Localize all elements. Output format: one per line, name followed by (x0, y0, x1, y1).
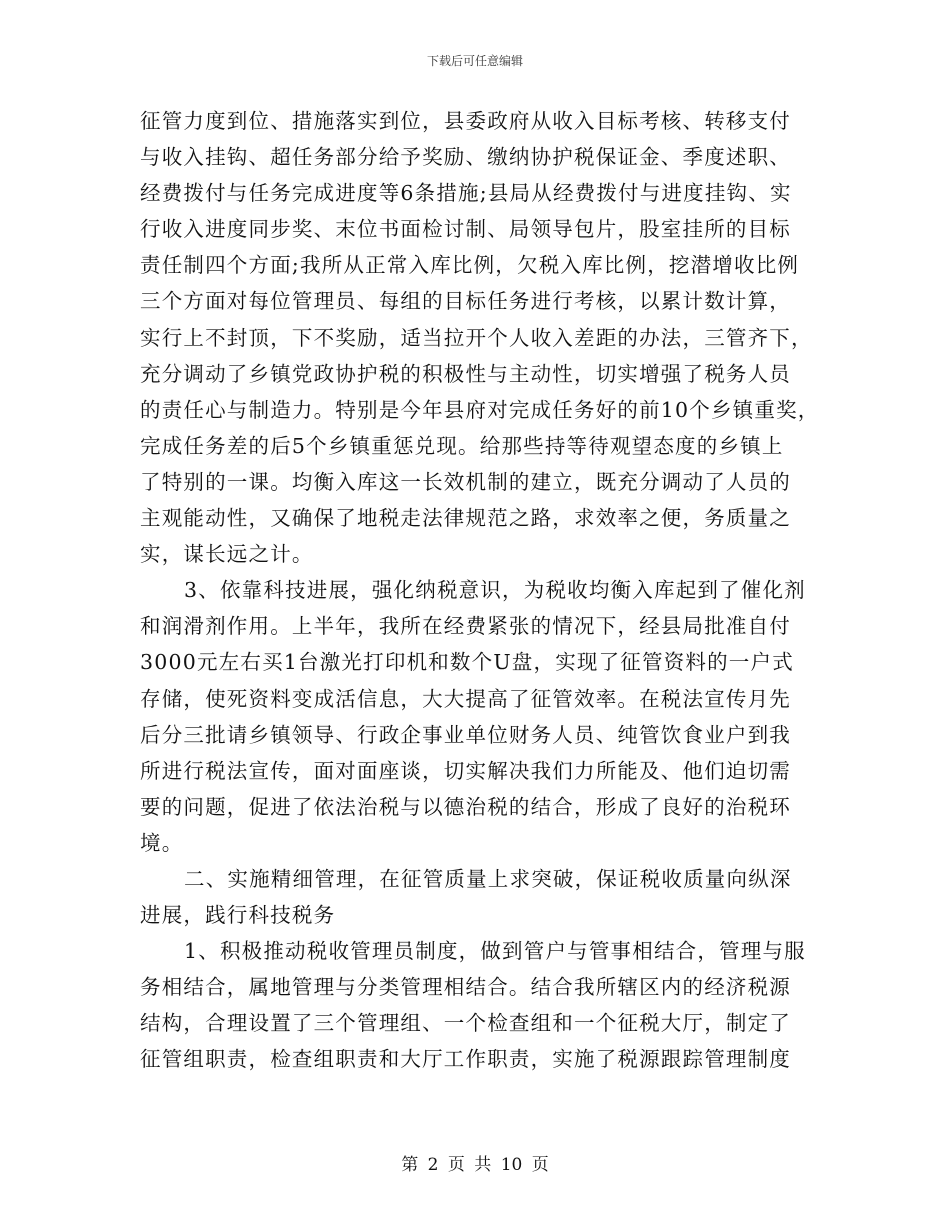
text-line: 3000元左右买1台激光打印机和数个U盘，实现了征管资料的一户式 (140, 650, 794, 675)
text-line: 实，谋长远之计。 (140, 542, 314, 567)
body-text (140, 103, 820, 1078)
text-line: 存储，使死资料变成活信息，大大提高了征管效率。在税法宣传月先 (140, 686, 791, 711)
text-line: 1、积极推动税收管理员制度，做到管户与管事相结合，管理与服 (184, 939, 806, 964)
text-line: 3、依靠科技进展，强化纳税意识，为税收均衡入库起到了催化剂 (184, 578, 806, 603)
text-line: 经费拨付与任务完成进度等6条措施;县局从经费拨付与进度挂钩、实 (140, 181, 792, 206)
text-line: 三个方面对每位管理员、每组的目标任务进行考核，以累计数计算， (140, 289, 791, 314)
text-line: 务相结合，属地管理与分类管理相结合。结合我所辖区内的经济税源 (140, 975, 791, 1000)
text-line: 责任制四个方面;我所从正常入库比例，欠税入库比例，挖潜增收比例 (140, 253, 800, 278)
text-line: 实行上不封顶，下不奖励，适当拉开个人收入差距的办法，三管齐下， (140, 325, 813, 350)
text-line: 二、实施精细管理，在征管质量上求突破，保证税收质量向纵深 (184, 866, 792, 891)
text-line: 境。 (140, 830, 184, 855)
page-footer: 第 2 页 共 10 页 (401, 1155, 549, 1175)
text-line: 主观能动性，又确保了地税走法律规范之路，求效率之便，务质量之 (140, 506, 791, 531)
text-line: 与收入挂钩、超任务部分给予奖励、缴纳协护税保证金、季度述职、 (140, 145, 791, 170)
page-header: 下载后可任意编辑 (426, 54, 523, 68)
text-line: 后分三批请乡镇领导、行政企事业单位财务人员、纯管饮食业户到我 (140, 722, 791, 747)
text-line: 完成任务差的后5个乡镇重惩兑现。给那些持等待观望态度的乡镇上 (140, 433, 784, 458)
text-line: 和润滑剂作用。上半年，我所在经费紧张的情况下，经县局批准自付 (140, 614, 791, 639)
text-line: 进展，践行科技税务 (140, 903, 336, 928)
text-line: 结构，合理设置了三个管理组、一个检查组和一个征税大厅，制定了 (140, 1011, 791, 1036)
text-line: 了特别的一课。均衡入库这一长效机制的建立，既充分调动了人员的 (140, 469, 791, 494)
text-line: 要的问题，促进了依法治税与以德治税的结合，形成了良好的治税环 (140, 794, 791, 819)
text-line: 征管力度到位、措施落实到位，县委政府从收入目标考核、转移支付 (140, 109, 791, 133)
text-line: 征管组职责，检查组职责和大厅工作职责，实施了税源跟踪管理制度 (140, 1047, 791, 1072)
text-line: 的责任心与制造力。特别是今年县府对完成任务好的前10个乡镇重奖， (140, 397, 820, 422)
text-line: 充分调动了乡镇党政协护税的积极性与主动性，切实增强了税务人员 (140, 361, 791, 386)
text-line: 所进行税法宣传，面对面座谈，切实解决我们力所能及、他们迫切需 (140, 758, 791, 783)
text-line: 行收入进度同步奖、末位书面检讨制、局领导包片，股室挂所的目标 (140, 217, 791, 242)
